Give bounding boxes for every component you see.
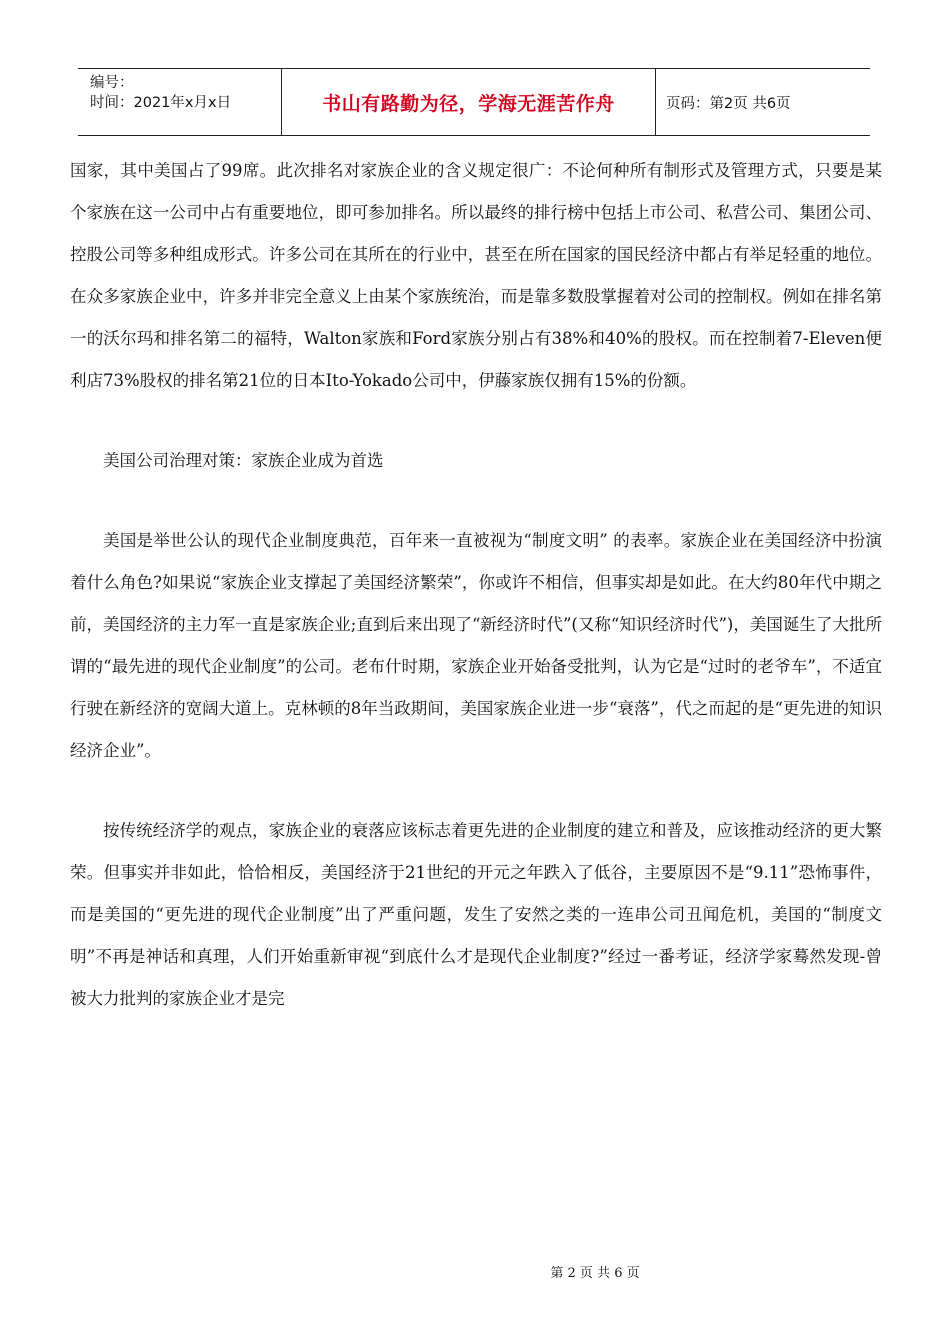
header-motto: 书山有路勤为径，学海无涯苦作舟 — [282, 69, 656, 135]
paragraph-continued: 国家，其中美国占了99席。此次排名对家族企业的含义规定很广：不论何种所有制形式及管理方式，只要是某个家族在这一公司中占有重要地位，即可参加排名。所以最终的排行榜中包括上市公司、私营公司、集团公司、控股公司等多种组成形式。许多公司在其所在的行业中，甚至在所在国家的国民经济中都占有举足轻重的地位。在众多家族企业中，许多并非完全意义上由某个家族统治，而是靠多数股掌握着对公司的控制权。例如在排名第一的沃尔玛和排名第二的福特，Walton家族和Ford家族分别占有38%和40%的股权。而在控制着7-Eleven便利店73%股权的排名第21位的日本Ito-Yokado公司中，伊藤家族仅拥有15%的份额。 — [70, 161, 882, 390]
page-header — [78, 68, 870, 136]
paragraph: 按传统经济学的观点，家族企业的衰落应该标志着更先进的企业制度的建立和普及，应该推动经济的更大繁荣。但事实并非如此，恰恰相反，美国经济于21世纪的开元之年跌入了低谷，主要原因不是“9.11”恐怖事件，而是美国的“更先进的现代企业制度”出了严重问题，发生了安然之类的一连串公司丑闻危机，美国的“制度文明”不再是神话和真理，人们开始重新审视“到底什么才是现代企业制度?”经过一番考证，经济学家蓦然发现-曾被大力批判的家族企业才是完 — [70, 821, 882, 1008]
document-body — [70, 150, 882, 1020]
header-page-info: 页码：第2页 共6页 — [666, 95, 791, 112]
section-heading: 美国公司治理对策：家族企业成为首选 — [103, 451, 384, 470]
page-footer: 第 2 页 共 6 页 — [550, 1266, 640, 1281]
header-meta — [78, 69, 282, 135]
document-date: 时间：2021年x月x日 — [90, 95, 232, 111]
document-number-label: 编号： — [90, 75, 134, 91]
paragraph: 美国是举世公认的现代企业制度典范，百年来一直被视为“制度文明” 的表率。家族企业在美国经济中扮演着什么角色?如果说“家族企业支撑起了美国经济繁荣”，你或许不相信，但事实却是如此。在大约80年代中期之前，美国经济的主力军一直是家族企业;直到后来出现了“新经济时代”(又称“知识经济时代”)，美国诞生了大批所谓的“最先进的现代企业制度”的公司。老布什时期，家族企业开始备受批判，认为它是“过时的老爷车”，不适宜行驶在新经济的宽阔大道上。克林顿的8年当政期间，美国家族企业进一步“衰落”，代之而起的是“更先进的知识经济企业”。 — [70, 531, 882, 760]
